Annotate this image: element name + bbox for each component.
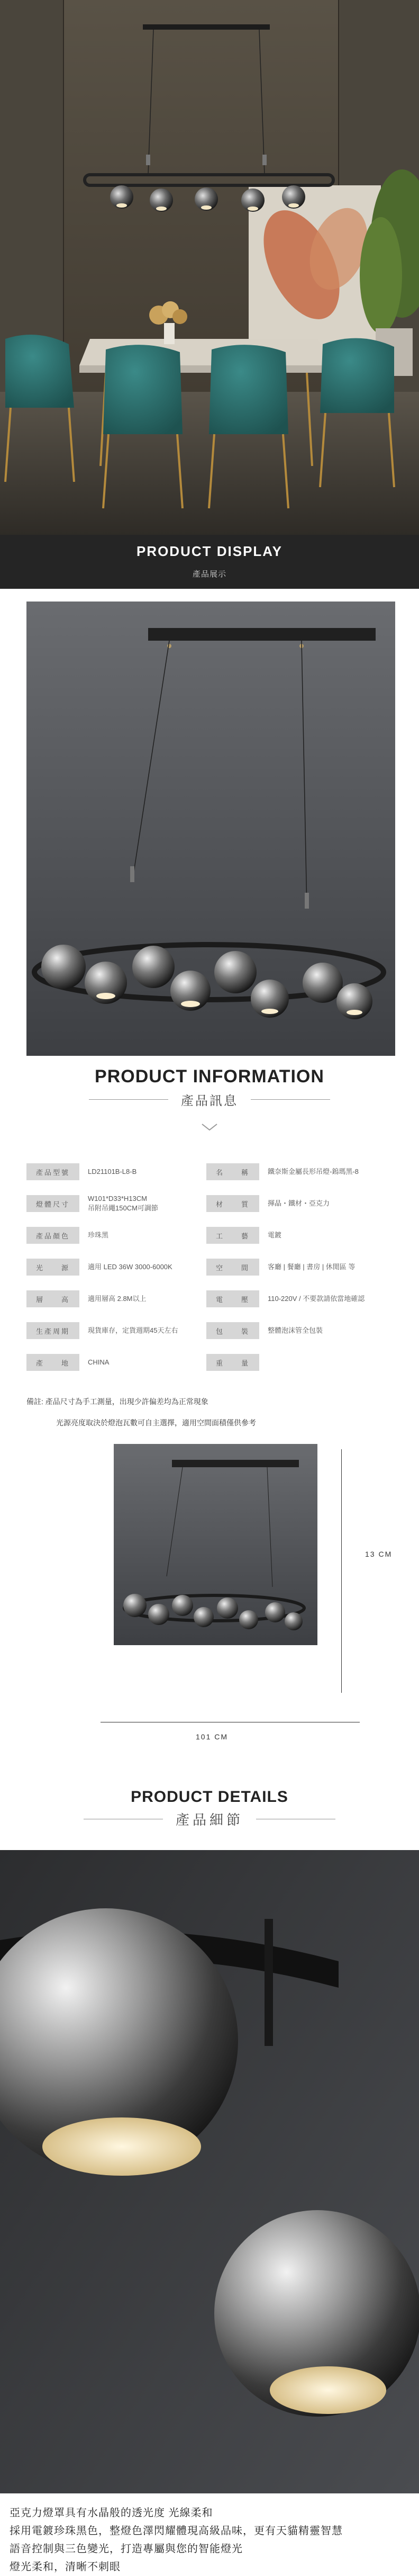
spec-key: 燈體尺寸 bbox=[26, 1195, 79, 1212]
chevron-down-icon bbox=[201, 1123, 218, 1132]
spec-cell bbox=[206, 1163, 386, 1180]
spec-cell bbox=[206, 1290, 386, 1307]
spec-row bbox=[26, 1283, 386, 1315]
spec-value: 現貨庫存，定貨週期45天左右 bbox=[88, 1326, 178, 1334]
spec-table bbox=[26, 1156, 386, 1378]
spec-value: 揮晶・鐵材・亞克力 bbox=[268, 1199, 330, 1207]
spec-row bbox=[26, 1219, 386, 1251]
divider-right bbox=[251, 1099, 330, 1100]
spec-row bbox=[26, 1315, 386, 1347]
spec-value: 整體泡沫管全包裝 bbox=[268, 1326, 323, 1334]
spec-key: 工 藝 bbox=[206, 1227, 259, 1244]
spec-key: 層 高 bbox=[26, 1290, 79, 1307]
spec-value: 鐵奈斯金屬長形吊燈-鎢瑪黑-8 bbox=[268, 1168, 359, 1175]
description-line-3: 語音控制與三色變光，打造專屬與您的智能燈光 bbox=[10, 2543, 243, 2555]
room-scene-image bbox=[0, 0, 419, 535]
spec-row bbox=[26, 1156, 386, 1188]
spec-cell bbox=[206, 1259, 386, 1276]
spec-key: 名 稱 bbox=[206, 1163, 259, 1180]
spec-cell bbox=[26, 1194, 206, 1213]
spec-key: 產品顏色 bbox=[26, 1227, 79, 1244]
divider-left bbox=[89, 1099, 168, 1100]
spec-value: W101*D33*H13CM 吊附吊繩150CM可調節 bbox=[88, 1195, 158, 1212]
spec-cell bbox=[26, 1227, 206, 1244]
details-title-zh: 產品細節 bbox=[175, 1812, 243, 1828]
detail-closeup-photo bbox=[0, 1850, 419, 2493]
width-dimension-label: 101 CM bbox=[196, 1733, 229, 1741]
display-title-en: PRODUCT DISPLAY bbox=[136, 543, 283, 559]
spec-cell bbox=[206, 1322, 386, 1339]
spec-value: CHINA bbox=[88, 1358, 110, 1366]
spec-key: 產 地 bbox=[26, 1354, 79, 1371]
spec-row bbox=[26, 1188, 386, 1219]
spec-value: 電鍍 bbox=[268, 1231, 282, 1239]
spec-cell bbox=[26, 1322, 206, 1339]
spec-value: 珍珠黑 bbox=[88, 1231, 109, 1239]
spec-value: 適用層高 2.8M以上 bbox=[88, 1295, 147, 1303]
height-dimension-line bbox=[341, 1449, 342, 1693]
note-line-2: 光源亮度取決於燈泡瓦數可自主選擇，適用空間面積僅供參考 bbox=[56, 1419, 256, 1427]
spec-row bbox=[26, 1347, 386, 1378]
description-line-4: 燈光柔和，清晰不刺眼 bbox=[10, 2561, 121, 2573]
dimension-product-photo bbox=[114, 1444, 317, 1645]
description-line-2: 採用電鍍珍珠黑色，整燈色澤閃耀體現高級品味，更有天貓精靈智慧 bbox=[10, 2525, 343, 2537]
information-title-zh: 產品訊息 bbox=[181, 1094, 238, 1108]
spec-key: 材 質 bbox=[206, 1195, 259, 1212]
details-title-en: PRODUCT DETAILS bbox=[131, 1788, 288, 1806]
spec-row bbox=[26, 1251, 386, 1283]
spec-cell bbox=[26, 1290, 206, 1307]
dimension-figure bbox=[0, 1444, 419, 1788]
notes bbox=[26, 1396, 419, 1428]
spec-key: 生產周期 bbox=[26, 1322, 79, 1339]
spec-cell bbox=[206, 1195, 386, 1212]
spec-cell bbox=[26, 1259, 206, 1276]
product-information-heading bbox=[0, 1066, 419, 1135]
spec-value: LD21101B-L8-B bbox=[88, 1168, 137, 1175]
spec-key: 光 源 bbox=[26, 1259, 79, 1276]
spec-value: 110-220V / 不要款請依當地確認 bbox=[268, 1295, 365, 1303]
product-display-banner bbox=[0, 535, 419, 589]
description-line-1: 亞克力燈罩具有水晶般的透光度 光線柔和 bbox=[10, 2507, 213, 2519]
spec-key: 電 壓 bbox=[206, 1290, 259, 1307]
display-title-zh: 產品展示 bbox=[192, 570, 226, 579]
spec-cell bbox=[206, 1354, 386, 1371]
note-line-1: 備註: 產品尺寸為手工測量，出現少許偏差均為正常現象 bbox=[26, 1397, 208, 1406]
spec-key: 包 裝 bbox=[206, 1322, 259, 1339]
product-photo bbox=[26, 602, 395, 1056]
spec-value: 適用 LED 36W 3000-6000K bbox=[88, 1263, 172, 1271]
spec-key: 產品型號 bbox=[26, 1163, 79, 1180]
height-dimension-label: 13 CM bbox=[365, 1550, 393, 1558]
spec-cell bbox=[26, 1163, 206, 1180]
product-details-heading bbox=[0, 1788, 419, 1829]
spec-cell bbox=[26, 1354, 206, 1371]
spec-value: 客廳 | 餐廳 | 書房 | 休閒區 等 bbox=[268, 1263, 356, 1271]
spec-cell bbox=[206, 1227, 386, 1244]
spec-key: 空 間 bbox=[206, 1259, 259, 1276]
information-title-en: PRODUCT INFORMATION bbox=[95, 1066, 324, 1087]
product-description bbox=[0, 2493, 419, 2576]
spec-key: 重 量 bbox=[206, 1354, 259, 1371]
